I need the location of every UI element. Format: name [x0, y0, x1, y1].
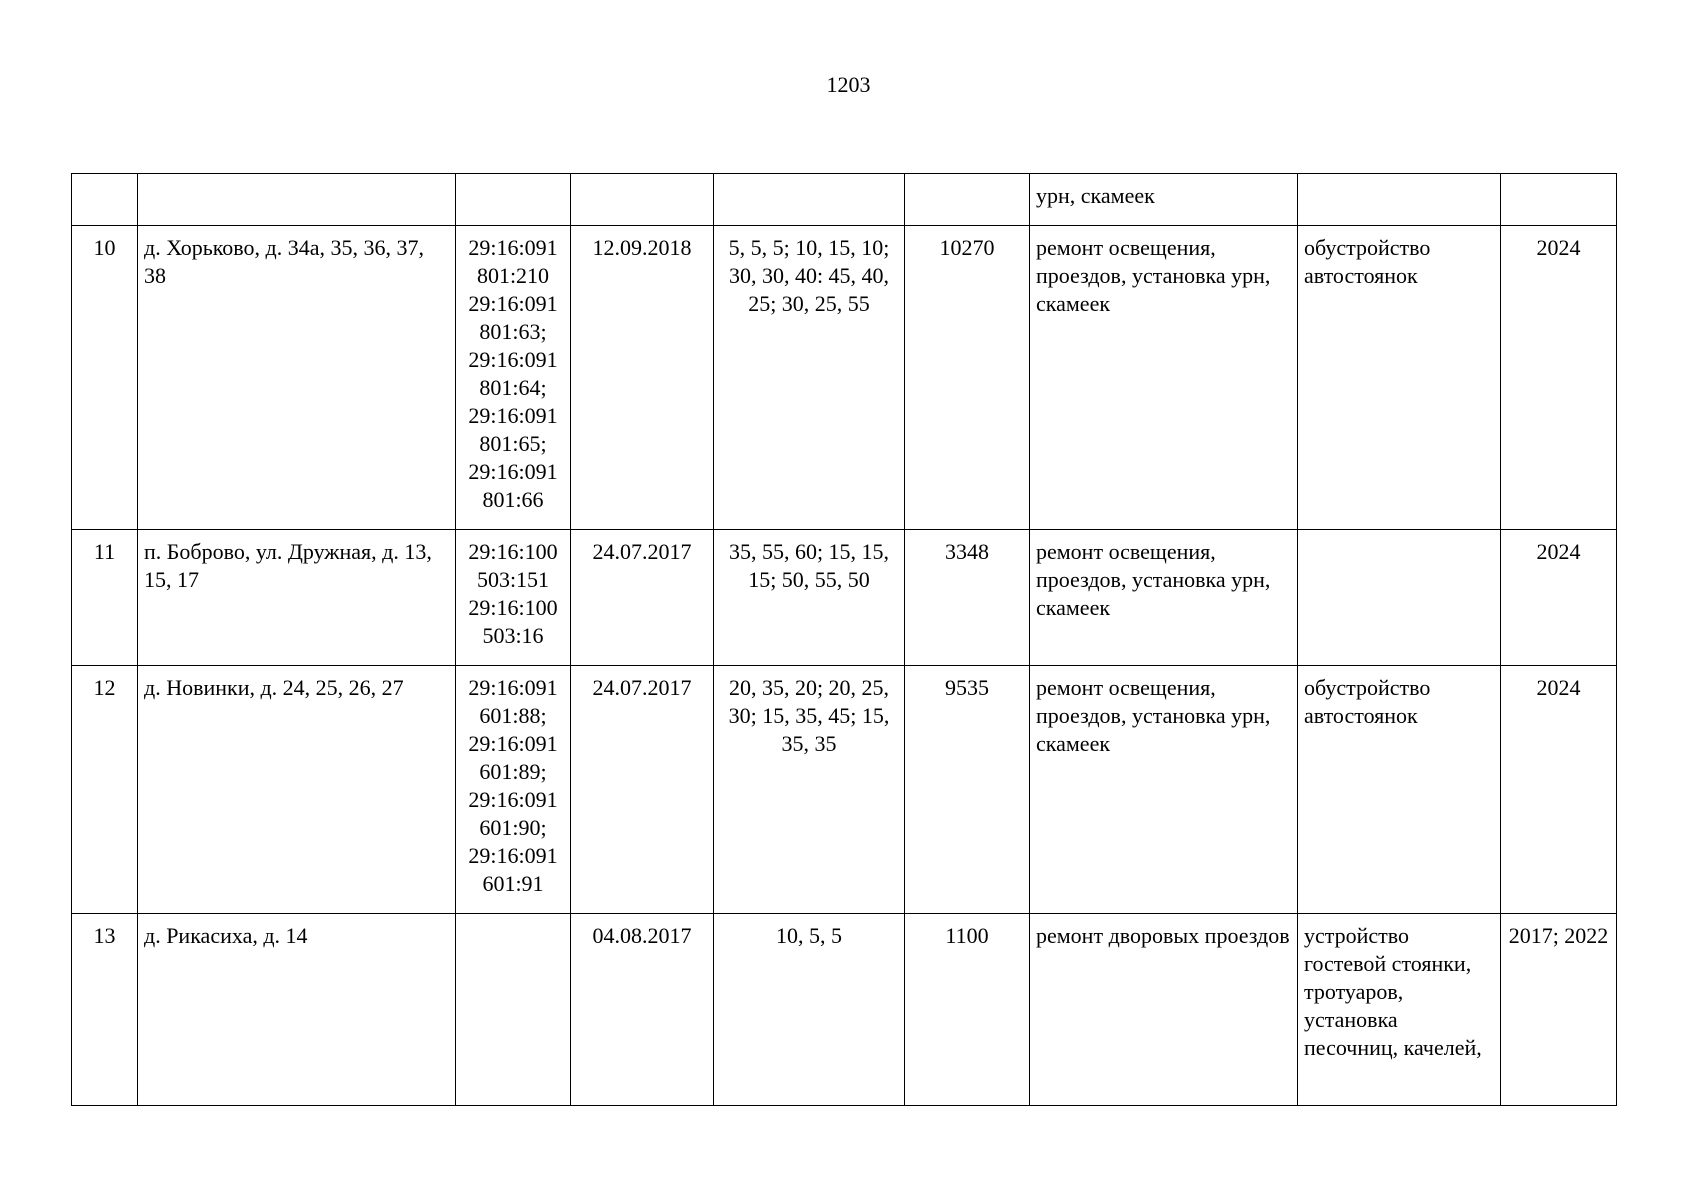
cadastral-line: 503:151 — [476, 567, 550, 592]
cell-cadastral — [456, 174, 571, 226]
cell-num: 11 — [72, 530, 138, 666]
cell-date: 24.07.2017 — [571, 530, 714, 666]
table-row — [72, 226, 1617, 530]
cadastral-line: 801:65; — [479, 431, 547, 456]
cell-date — [571, 174, 714, 226]
cell-works: ремонт освещения, проездов, установка урн, скамеек — [1030, 226, 1298, 530]
cell-area: 3348 — [905, 530, 1030, 666]
cell-works: ремонт освещения, проездов, установка урн, скамеек — [1030, 530, 1298, 666]
cadastral-line: 29:16:091 — [468, 675, 558, 700]
cell-year: 2024 — [1501, 226, 1617, 530]
cell-address: п. Боброво, ул. Дружная, д. 13, 15, 17 — [138, 530, 456, 666]
cadastral-line: 29:16:091 — [468, 787, 558, 812]
cadastral-line: 29:16:091 — [468, 235, 558, 260]
cell-dimensions: 10, 5, 5 — [714, 914, 905, 1106]
cell-works: ремонт дворовых проездов — [1030, 914, 1298, 1106]
cell-cadastral — [456, 530, 571, 666]
cell-area: 9535 — [905, 666, 1030, 914]
cell-year — [1501, 174, 1617, 226]
cell-area: 10270 — [905, 226, 1030, 530]
cell-date: 24.07.2017 — [571, 666, 714, 914]
cadastral-line: 601:90; — [479, 815, 547, 840]
cadastral-line: 29:16:100 — [468, 539, 558, 564]
cell-year: 2024 — [1501, 666, 1617, 914]
cadastral-line: 29:16:091 — [468, 347, 558, 372]
cadastral-line: 29:16:091 — [468, 403, 558, 428]
cell-area — [905, 174, 1030, 226]
courtyards-table — [71, 173, 1617, 1106]
cell-date: 04.08.2017 — [571, 914, 714, 1106]
cell-extra — [1298, 174, 1501, 226]
cell-address: д. Рикасиха, д. 14 — [138, 914, 456, 1106]
cell-extra: обустройство автостоянок — [1298, 226, 1501, 530]
cell-year: 2024 — [1501, 530, 1617, 666]
cell-cadastral — [456, 226, 571, 530]
cadastral-line: 29:16:091 — [468, 291, 558, 316]
cell-extra — [1298, 530, 1501, 666]
cell-num: 13 — [72, 914, 138, 1106]
cell-area: 1100 — [905, 914, 1030, 1106]
cadastral-line: 29:16:091 — [468, 731, 558, 756]
cadastral-line: 601:89; — [479, 759, 547, 784]
cadastral-line: 801:66 — [482, 487, 544, 512]
cell-num: 12 — [72, 666, 138, 914]
cell-works: ремонт освещения, проездов, установка урн, скамеек — [1030, 666, 1298, 914]
cell-address — [138, 174, 456, 226]
cell-dimensions: 5, 5, 5; 10, 15, 10; 30, 30, 40: 45, 40, 25; 30, 25, 55 — [714, 226, 905, 530]
cell-year: 2017; 2022 — [1501, 914, 1617, 1106]
cadastral-line: 601:88; — [479, 703, 547, 728]
cell-works: урн, скамеек — [1030, 174, 1298, 226]
cadastral-line: 801:64; — [479, 375, 547, 400]
cell-address: д. Хорьково, д. 34а, 35, 36, 37, 38 — [138, 226, 456, 530]
cadastral-line: 29:16:100 — [468, 595, 558, 620]
cadastral-line: 29:16:091 — [468, 843, 558, 868]
cell-extra: обустройство автостоянок — [1298, 666, 1501, 914]
cadastral-line: 601:91 — [482, 871, 544, 896]
cell-extra: устройство гостевой стоянки, тротуаров, установка песочниц, качелей, — [1298, 914, 1501, 1106]
cell-date: 12.09.2018 — [571, 226, 714, 530]
page-number: 1203 — [826, 72, 871, 97]
cadastral-line: 801:210 — [476, 263, 550, 288]
cell-cadastral — [456, 666, 571, 914]
table-row — [72, 530, 1617, 666]
cell-dimensions: 35, 55, 60; 15, 15, 15; 50, 55, 50 — [714, 530, 905, 666]
table-row — [72, 174, 1617, 226]
cell-num: 10 — [72, 226, 138, 530]
cadastral-line: 503:16 — [482, 623, 544, 648]
cell-dimensions: 20, 35, 20; 20, 25, 30; 15, 35, 45; 15, 35, 35 — [714, 666, 905, 914]
cell-address: д. Новинки, д. 24, 25, 26, 27 — [138, 666, 456, 914]
cadastral-line: 801:63; — [479, 319, 547, 344]
table-row — [72, 914, 1617, 1106]
cell-dimensions — [714, 174, 905, 226]
cadastral-line: 29:16:091 — [468, 459, 558, 484]
cell-num — [72, 174, 138, 226]
table-row — [72, 666, 1617, 914]
cell-cadastral — [456, 914, 571, 1106]
